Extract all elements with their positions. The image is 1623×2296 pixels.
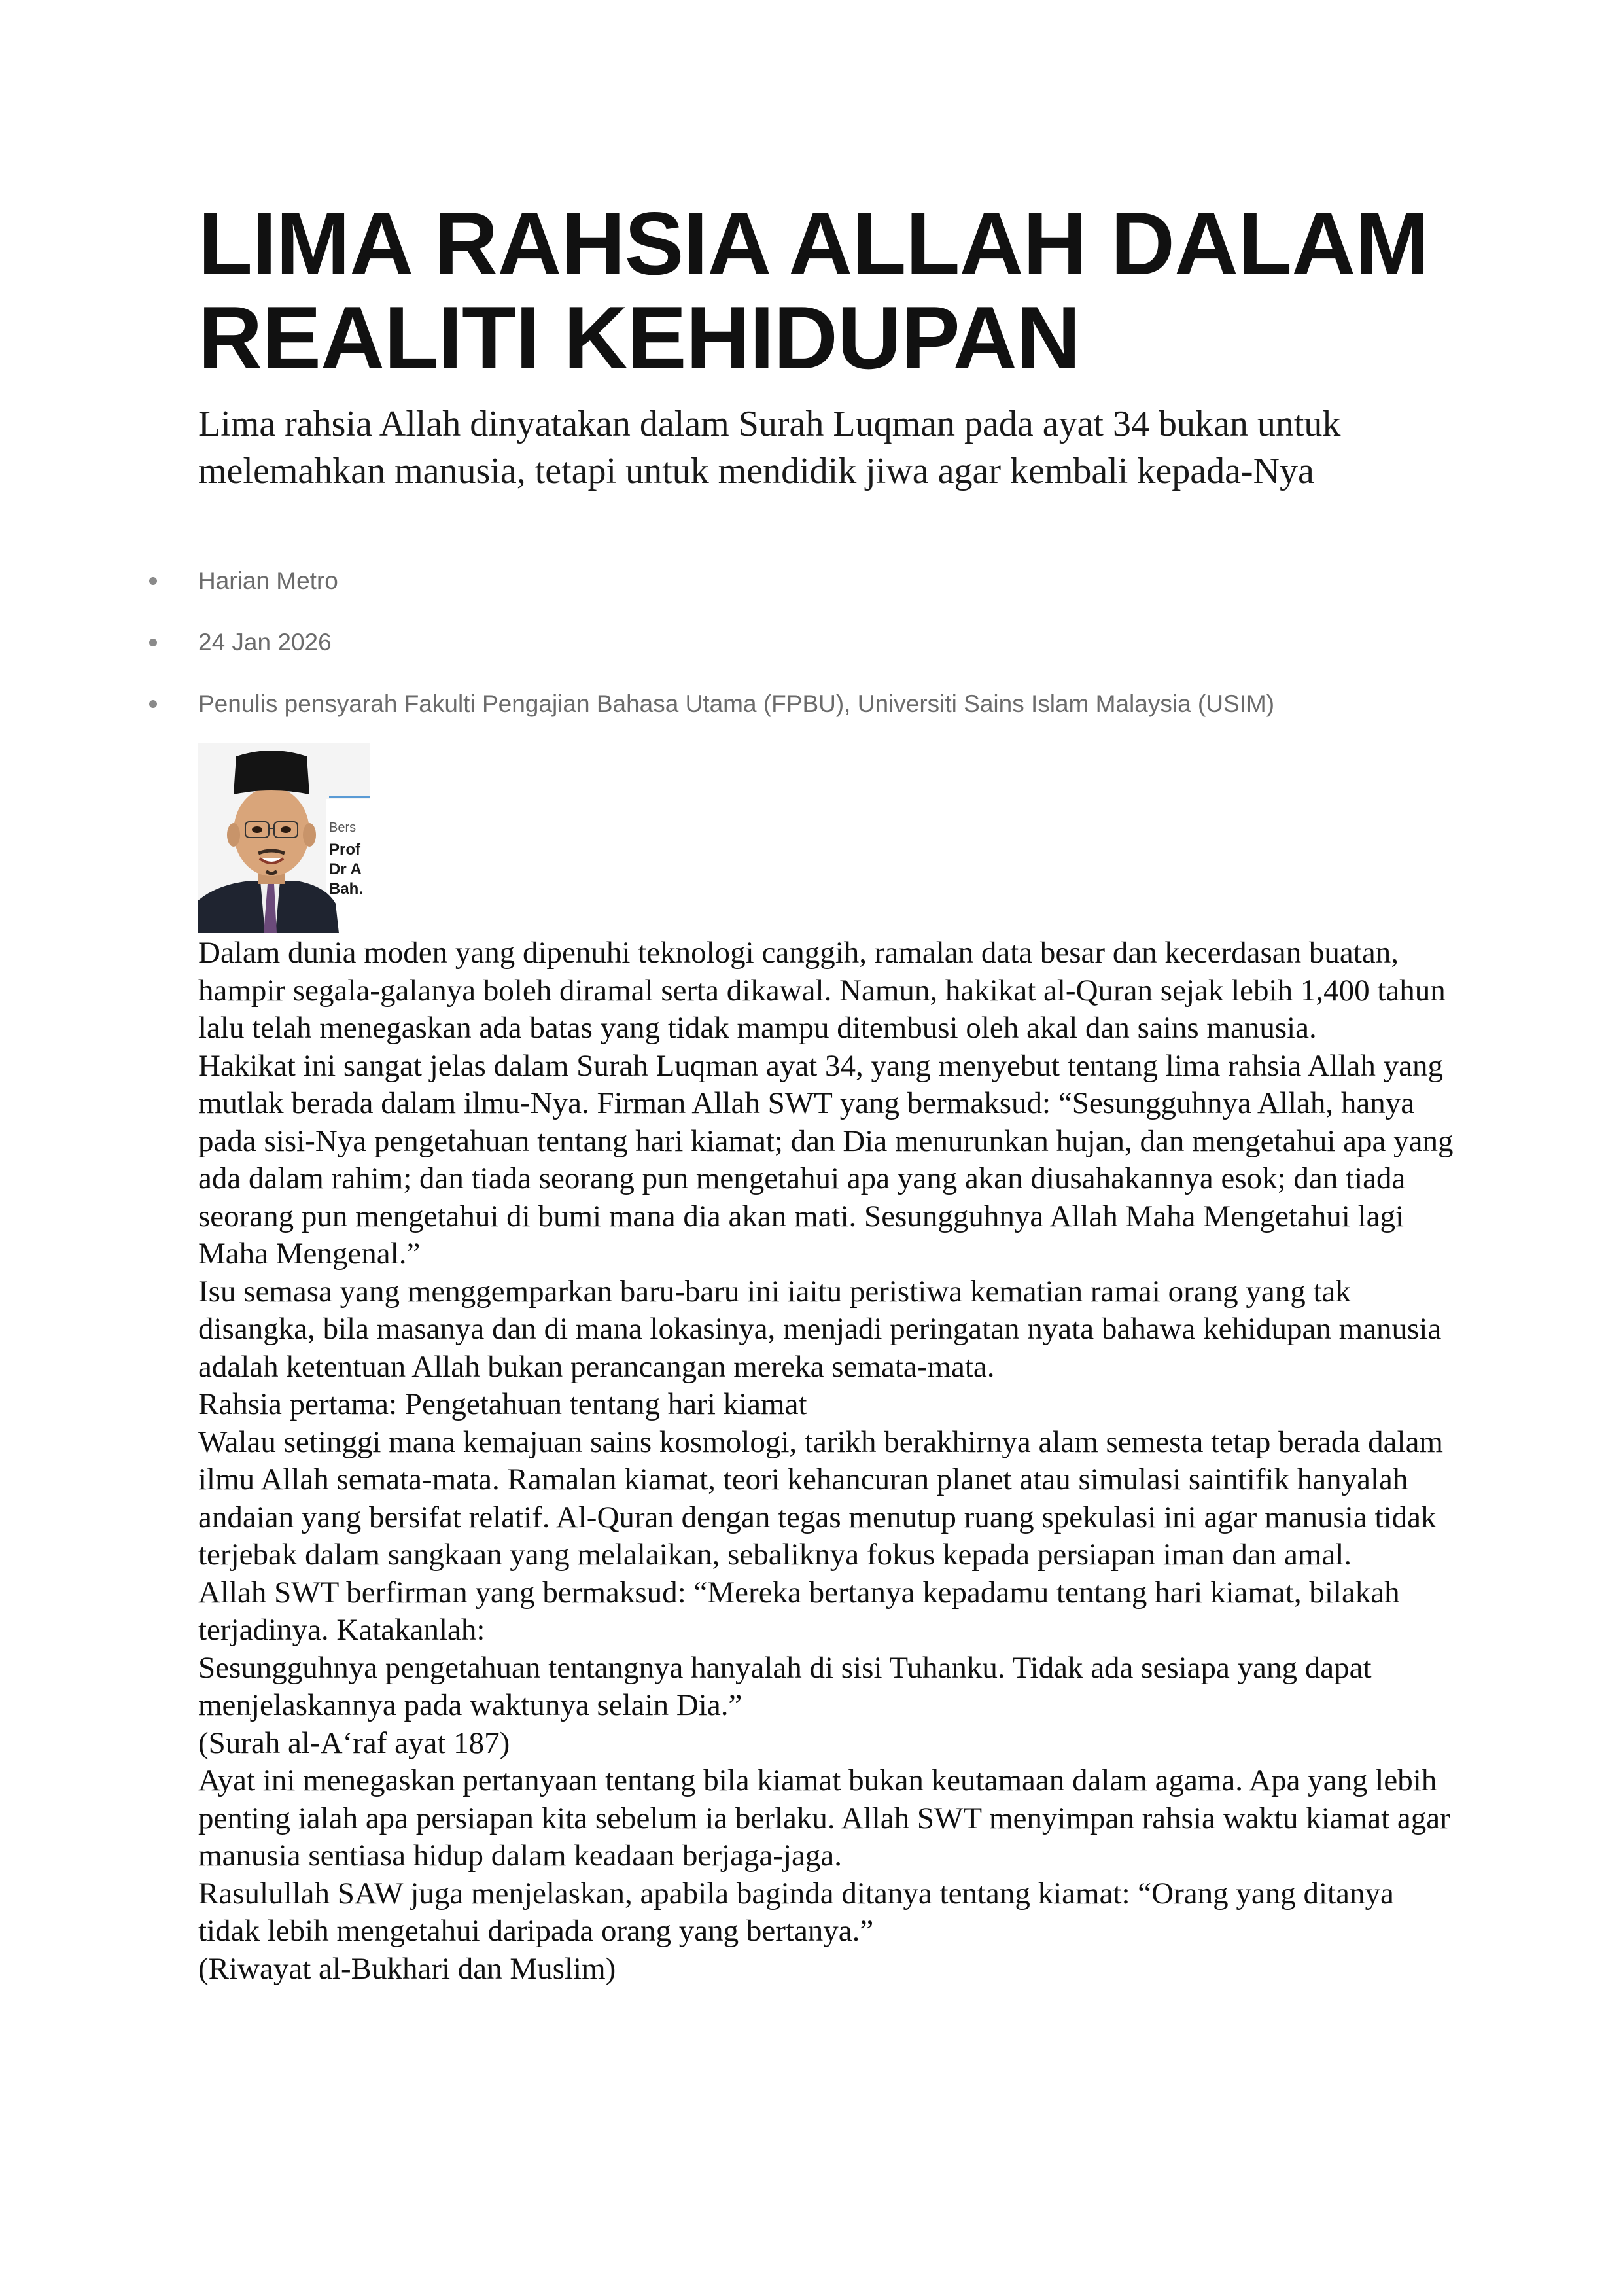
photo-caption-4: Bah.	[329, 880, 364, 898]
paragraph: Sesungguhnya pengetahuan tentangnya hanyalah di sisi Tuhanku. Tidak ada sesiapa yang dapat menjelaskannya pada waktunya selain Dia.”	[198, 1650, 1372, 1722]
citation: (Riwayat al-Bukhari dan Muslim)	[198, 1951, 616, 1986]
photo-caption-2: Prof	[329, 841, 360, 858]
meta-author	[198, 690, 1461, 718]
article-standfirst: Lima rahsia Allah dinyatakan dalam Surah Luqman pada ayat 34 bukan untuk melemahkan manusia, tetapi untuk mendidik jiwa agar kembali kepada-Nya	[198, 404, 1341, 491]
article-meta	[198, 567, 1461, 718]
meta-author-text: Penulis pensyarah Fakulti Pengajian Bahasa Utama (FPBU), Universiti Sains Islam Malaysia (USIM)	[198, 690, 1275, 717]
paragraph: Dalam dunia moden yang dipenuhi teknologi canggih, ramalan data besar dan kecerdasan buatan, hampir segala-galanya boleh diramal serta dikawal. Namun, hakikat al-Quran sejak lebih 1,400 tahun lalu telah menegaskan ada batas yang tidak mampu ditembusi oleh akal dan sains manusia.	[198, 936, 1446, 1045]
paragraph: Ayat ini menegaskan pertanyaan tentang bila kiamat bukan keutamaan dalam agama. Apa yang lebih penting ialah apa persiapan kita sebelum ia berlaku. Allah SWT menyimpan rahsia waktu kiamat agar manusia sentiasa hidup dalam keadaan berjaga-jaga.	[198, 1763, 1450, 1873]
author-portrait-image	[198, 743, 370, 933]
bullet-icon	[149, 639, 157, 646]
article-body	[198, 934, 1461, 1988]
meta-source-text: Harian Metro	[198, 567, 338, 594]
article	[198, 196, 1461, 1988]
bullet-icon	[149, 577, 157, 585]
bullet-icon	[149, 700, 157, 708]
author-photo	[198, 743, 370, 933]
paragraph: Hakikat ini sangat jelas dalam Surah Luqman ayat 34, yang menyebut tentang lima rahsia Allah yang mutlak berada dalam ilmu-Nya. Firman Allah SWT yang bermaksud: “Sesungguhnya Allah, hanya pada sisi-Nya pengetahuan tentang hari kiamat; dan Dia menurunkan hujan, dan mengetahui apa yang ada dalam rahim; dan tiada seorang pun mengetahui apa yang akan diusahakannya esok; dan tiada seorang pun mengetahui di bumi mana dia akan mati. Sesungguhnya Allah Maha Mengetahui lagi Maha Mengenal.”	[198, 1048, 1454, 1271]
paragraph: Isu semasa yang menggemparkan baru-baru ini iaitu peristiwa kematian ramai orang yang tak disangka, bila masanya dan di mana lokasinya, menjadi peringatan nyata bahawa kehidupan manusia adalah ketentuan Allah bukan perancangan mereka semata-mata.	[198, 1274, 1442, 1384]
paragraph: Walau setinggi mana kemajuan sains kosmologi, tarikh berakhirnya alam semesta tetap berada dalam ilmu Allah semata-mata. Ramalan kiamat, teori kehancuran planet atau simulasi saintifik hanyalah andaian yang bersifat relatif. Al-Quran dengan tegas menutup ruang spekulasi ini agar manusia tidak terjebak dalam sangkaan yang melalaikan, sebaliknya fokus kepada persiapan iman dan amal.	[198, 1424, 1443, 1572]
paragraph: Allah SWT berfirman yang bermaksud: “Mereka bertanya kepadamu tentang hari kiamat, bilakah terjadinya. Katakanlah:	[198, 1575, 1400, 1647]
photo-caption-1: Bers	[329, 821, 357, 835]
meta-source	[198, 567, 1461, 595]
section-heading: Rahsia pertama: Pengetahuan tentang hari kiamat	[198, 1387, 807, 1421]
citation: (Surah al-A‘raf ayat 187)	[198, 1725, 510, 1760]
meta-date	[198, 628, 1461, 657]
photo-caption-3: Dr A	[329, 860, 362, 878]
paragraph: Rasulullah SAW juga menjelaskan, apabila baginda ditanya tentang kiamat: “Orang yang ditanya tidak lebih mengetahui daripada orang yang bertanya.”	[198, 1876, 1394, 1948]
meta-date-text: 24 Jan 2026	[198, 629, 332, 656]
article-title: LIMA RAHSIA ALLAH DALAM REALITI KEHIDUPAN	[198, 194, 1429, 387]
